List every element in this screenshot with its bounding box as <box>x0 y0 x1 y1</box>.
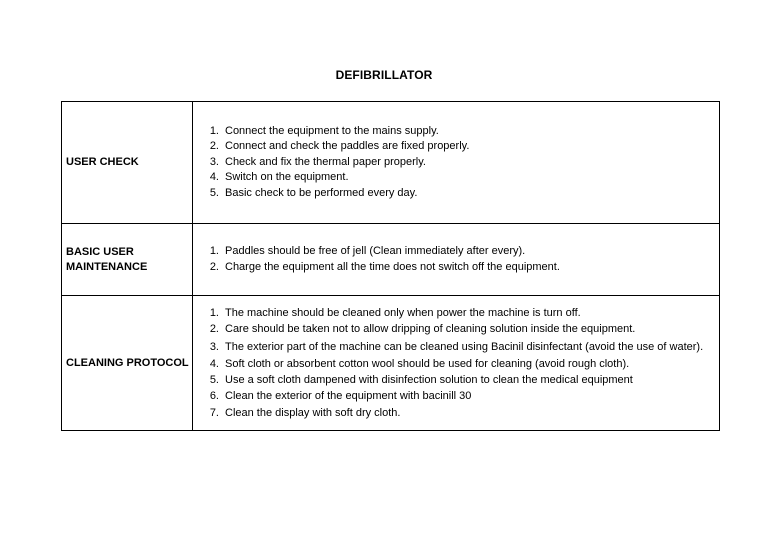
list-item <box>201 321 713 337</box>
step-text: Soft cloth or absorbent cotton wool should be used for cleaning (avoid rough cloth). <box>225 357 630 370</box>
list-item <box>201 124 713 140</box>
step-number: 1. <box>209 244 219 257</box>
step-text: Connect and check the paddles are fixed properly. <box>225 140 470 153</box>
step-text: Connect the equipment to the mains supply. <box>225 124 439 137</box>
step-text: The machine should be cleaned only when power the machine is turn off. <box>225 306 581 319</box>
steps-list <box>201 244 713 275</box>
step-number: 1. <box>209 306 219 319</box>
section-row-cleaning-protocol <box>62 296 720 431</box>
list-item <box>201 244 713 260</box>
step-text: Check and fix the thermal paper properly. <box>225 155 426 168</box>
section-content-user-check <box>193 102 720 224</box>
step-number: 3. <box>209 155 219 168</box>
section-label-basic-user-maintenance: BASIC USER MAINTENANCE <box>62 224 193 296</box>
list-item <box>201 372 713 388</box>
step-number: 2. <box>209 260 219 273</box>
steps-list <box>201 305 713 421</box>
step-number: 2. <box>209 140 219 153</box>
step-text: Clean the display with soft dry cloth. <box>225 406 401 419</box>
step-number: 6. <box>209 390 219 403</box>
document-title: DEFIBRILLATOR <box>335 68 433 82</box>
list-item <box>201 305 713 321</box>
step-number: 1. <box>209 124 219 137</box>
list-item <box>201 405 713 421</box>
step-text: Clean the exterior of the equipment with bacinill 30 <box>225 390 472 403</box>
list-item <box>201 260 713 276</box>
list-item <box>201 388 713 404</box>
defibrillator-protocol-table <box>61 101 720 431</box>
list-item <box>201 338 713 356</box>
step-number: 5. <box>209 186 219 199</box>
step-number: 4. <box>209 171 219 184</box>
section-label-user-check: USER CHECK <box>62 102 193 224</box>
list-item <box>201 155 713 171</box>
step-number: 3. <box>209 340 219 353</box>
section-row-user-check <box>62 102 720 224</box>
step-number: 5. <box>209 374 219 386</box>
step-text: Care should be taken not to allow dripping of cleaning solution inside the equipment. <box>225 323 636 336</box>
section-row-basic-user-maintenance <box>62 224 720 296</box>
step-text: Use a soft cloth dampened with disinfection solution to clean the medical equipment <box>225 374 633 386</box>
section-content-basic-user-maintenance <box>193 224 720 296</box>
list-item <box>201 356 713 372</box>
step-text: Charge the equipment all the time does not switch off the equipment. <box>225 260 560 273</box>
section-content-cleaning-protocol <box>193 296 720 431</box>
section-label-cleaning-protocol: CLEANING PROTOCOL <box>62 296 193 431</box>
step-number: 2. <box>209 323 219 336</box>
steps-list <box>201 124 713 202</box>
list-item <box>201 186 713 202</box>
step-number: 7. <box>209 406 219 419</box>
step-text: The exterior part of the machine can be cleaned using Bacinil disinfectant (avoid the use of water). <box>225 340 704 353</box>
step-number: 4. <box>209 357 219 370</box>
list-item <box>201 139 713 155</box>
step-text: Paddles should be free of jell (Clean immediately after every). <box>225 244 526 257</box>
step-text: Basic check to be performed every day. <box>225 186 418 199</box>
step-text: Switch on the equipment. <box>225 171 349 184</box>
list-item <box>201 170 713 186</box>
